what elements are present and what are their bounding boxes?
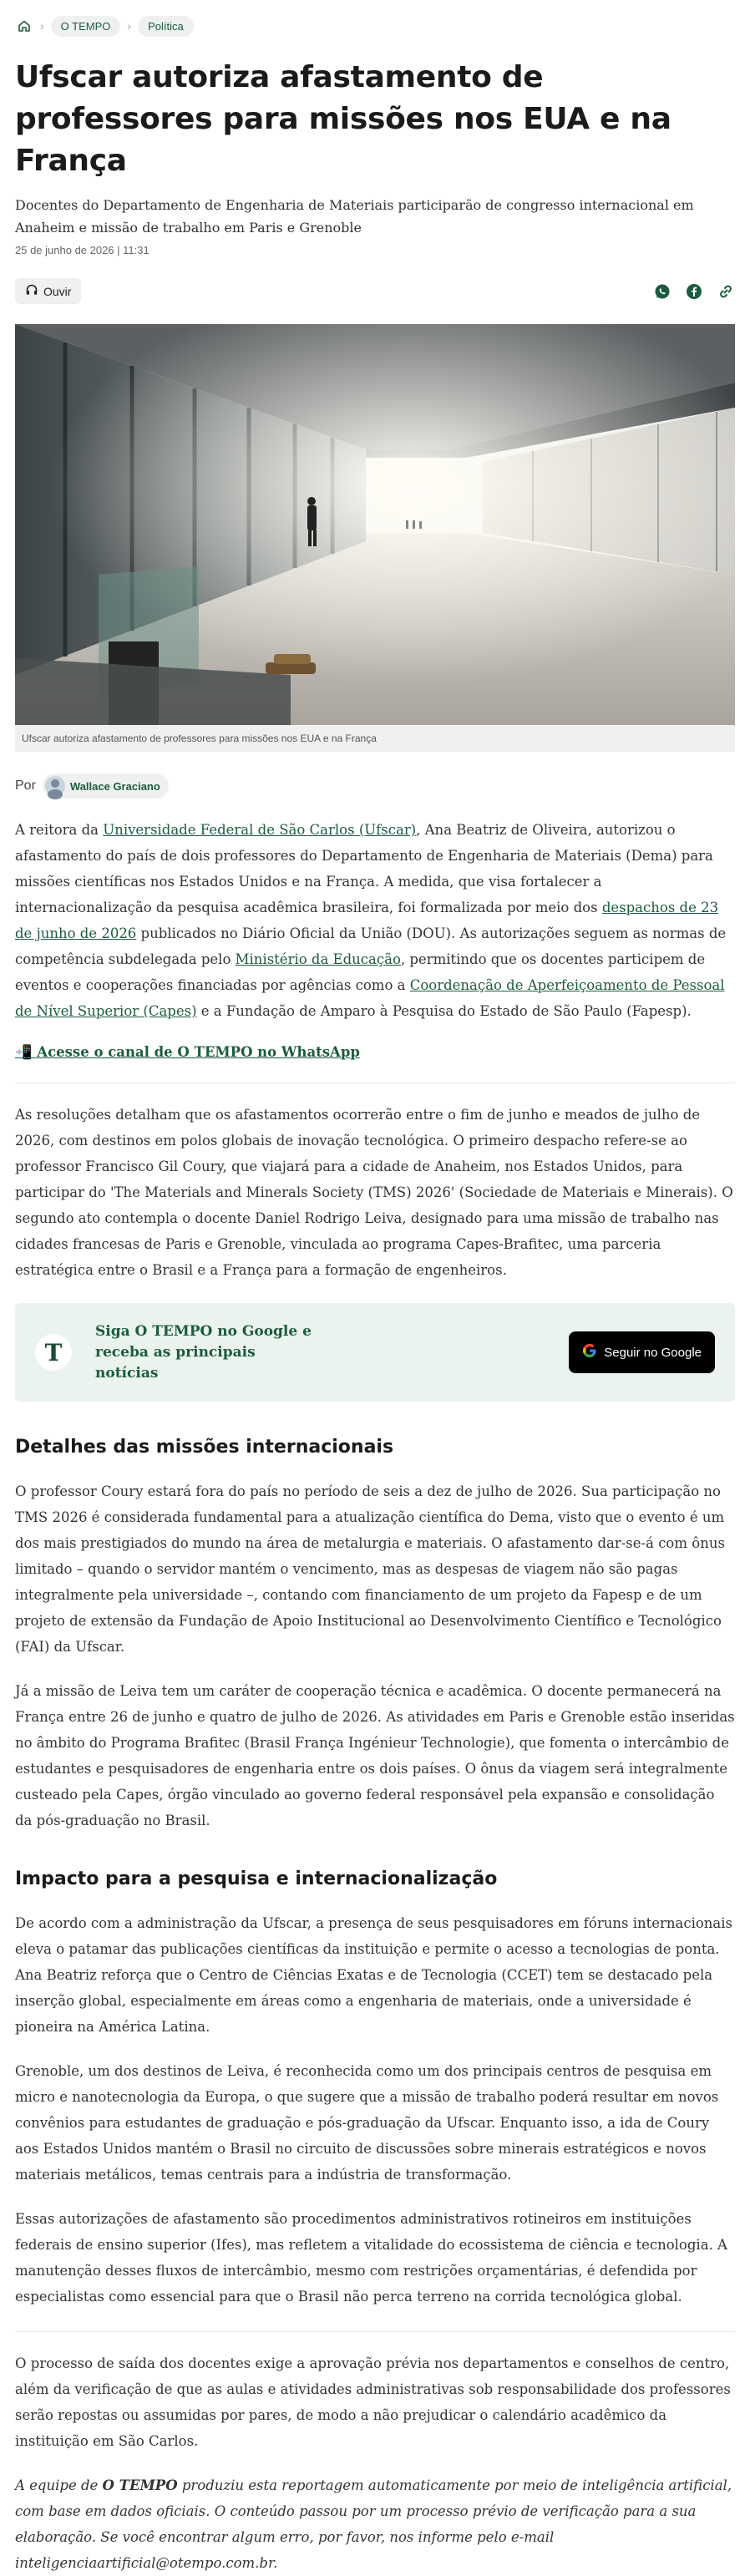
paragraph-7: Essas autorizações de afastamento são procedimentos administrativos rotineiros em instituições federais de ensino superior (Ifes), mas refletem a vitalidade do ecossistema de ciência e tecnologia. A manutenção desses fluxos de intercâmbio, mesmo com restrições orçamentárias, é defendida por especialistas como essencial para que o Brasil não perca terreno na corrida tecnológica global.	[15, 2211, 727, 2305]
text-span: A equipe de	[15, 2477, 103, 2493]
author-name: Wallace Graciano	[69, 779, 160, 793]
disclaimer-brand: O TEMPO	[102, 2477, 178, 2493]
link-icon[interactable]	[717, 282, 735, 301]
listen-button[interactable]	[15, 278, 81, 304]
paragraph-2: As resoluções detalham que os afastamentos ocorrerão entre o fim de junho e meados de julho de 2026, com destinos em polos globais de inovação tecnológica. O primeiro despacho refere-se ao professor Francisco Gil Coury, que viajará para a cidade de Anaheim, nos Estados Unidos, para participar do 'The Materials and Minerals Society (TMS) 2026' (Sociedade de Materiais e Minerais). O segundo ato contempla o docente Daniel Rodrigo Leiva, designado para uma missão de trabalho nas cidades francesas de Paris e Grenoble, vinculada ao programa Capes-Brafitec, uma parceria estratégica entre o Brasil e a França para a formação de engenheiros.	[15, 1107, 733, 1278]
text-span: e a Fundação de Amparo à Pesquisa do Estado de São Paulo (Fapesp).	[196, 1003, 692, 1019]
whatsapp-icon[interactable]	[653, 282, 671, 301]
article-body	[15, 817, 735, 2576]
author-chip[interactable]	[43, 773, 169, 799]
share-bar	[653, 282, 735, 301]
listen-label: Ouvir	[43, 284, 72, 298]
paragraph-6: Grenoble, um dos destinos de Leiva, é reconhecida como um dos principais centros de pesquisa em micro e nanotecnologia da Europa, o que sugere que a missão de trabalho poderá resultar em novos convênios para estudantes de graduação e pós-graduação da Ufscar. Enquanto isso, a ida de Coury aos Estados Unidos mantém o Brasil no circuito de discussões sobre minerais estratégicos e novos materiais metálicos, temas centrais para a indústria de transformação.	[15, 2063, 719, 2183]
facebook-icon[interactable]	[685, 282, 703, 301]
breadcrumb-item-section[interactable]: Política	[138, 16, 194, 37]
home-icon[interactable]	[15, 17, 33, 35]
otempo-logo: T	[35, 1334, 72, 1371]
text-span: produziu esta reportagem automaticamente por meio de inteligência artificial, com base em dados oficiais. O conteúdo passou por um processo prévio de verificação para a sua elaboração. Se você encontrar algum erro, por favor, nos informe pelo e-mail inteligenciaartificial@otempo.com.br.	[15, 2477, 732, 2571]
paragraph-3: O professor Coury estará fora do país no período de seis a dez de julho de 2026. Sua participação no TMS 2026 é considerada fundamental para a atualização científica do Dema, visto que o evento é um dos mais prestigiados do mundo na área de metalurgia e materiais. O afastamento dar-se-á com ônus limitado – quando o servidor mantém o vencimento, mas as despesas de viagem não são pagas integralmente pela universidade –, contando com financiamento de um projeto da Fapesp e de um projeto de extensão da Fundação de Apoio Institucional ao Desenvolvimento Científico e Tecnológico (FAI) da Ufscar.	[15, 1483, 725, 1655]
follow-google-label: Seguir no Google	[604, 1345, 702, 1360]
avatar	[45, 776, 65, 796]
image-caption: Ufscar autoriza afastamento de professores para missões nos EUA e na França	[15, 725, 735, 752]
paragraph-1	[15, 817, 735, 1024]
breadcrumb-separator-icon: ›	[127, 19, 132, 33]
paragraph-8: O processo de saída dos docentes exige a aprovação prévia nos departamentos e conselhos de centro, além da verificação de que as aulas e atividades administrativas sob responsabilidade dos professores serão repostas ou assumidas por pares, de modo a não prejudicar o calendário acadêmico da instituição em São Carlos.	[15, 2355, 731, 2449]
text-span: , Ana Beatriz de Oliveira, autorizou o afastamento do país de dois professores do Departamento de Engenharia de Materiais (Dema) para missões científicas nos Estados Unidos e na França. A medida, que visa fortalecer a internacionalização da pesquisa acadêmica brasileira, foi formalizada por meio dos	[15, 822, 713, 915]
publish-date: 25 de junho de 2026 | 11:31	[15, 244, 149, 256]
paragraph-5: De acordo com a administração da Ufscar, a presença de seus pesquisadores em fóruns internacionais eleva o patamar das publicações científicas da instituição e permite o acesso a tecnologias de ponta. Ana Beatriz reforça que o Centro de Ciências Exatas e de Tecnologia (CCET) tem se destacado pela inserção global, especialmente em áreas como a engenharia de materiais, onde a universidade é pioneira na América Latina.	[15, 1915, 733, 2035]
text-span: , permitindo que os docentes participem de eventos e cooperações financiadas por agências como a	[15, 951, 706, 993]
headline: Ufscar autoriza afastamento de professores para missões nos EUA e na França	[15, 60, 671, 178]
subtitle: Docentes do Departamento de Engenharia de Materiais participarão de congresso internacional em Anaheim e missão de trabalho em Paris e Grenoble	[15, 197, 694, 236]
text-span: A reitora da	[15, 822, 104, 838]
text-span: publicados no Diário Oficial da União (DOU). As autorizações seguem as normas de competência subdelegada pelo	[15, 925, 727, 967]
section-heading-impact: Impacto para a pesquisa e internacionalização	[15, 1869, 498, 1889]
section-heading-missions: Detalhes das missões internacionais	[15, 1437, 394, 1458]
mec-link[interactable]: Ministério da Educação	[235, 951, 401, 967]
ai-disclaimer	[15, 2472, 735, 2576]
paragraph-4: Já a missão de Leiva tem um caráter de cooperação técnica e acadêmica. O docente permanecerá na França entre 26 de junho e quatro de julho de 2026. As atividades em Paris e Grenoble estão inseridas no âmbito do Programa Brafitec (Brasil França Ingénieur Technologie), que fomenta o intercâmbio de estudantes e pesquisadores de engenharia entre os dois países. O ônus da viagem será integralmente custeado pela Capes, órgão vinculado ao governo federal responsável pela expansão e consolidação da pós-graduação no Brasil.	[15, 1683, 735, 1828]
lead-photo	[15, 324, 735, 725]
google-follow-box	[15, 1303, 735, 1402]
breadcrumb-separator-icon: ›	[40, 19, 44, 33]
article-actions	[15, 278, 735, 304]
breadcrumb	[15, 0, 735, 40]
follow-google-button[interactable]	[569, 1331, 715, 1373]
divider	[15, 2331, 735, 2332]
whatsapp-channel-link[interactable]: 📲 Acesse o canal de O TEMPO no WhatsApp	[15, 1044, 360, 1060]
google-follow-text: Siga O TEMPO no Google e receba as principais notícias	[95, 1322, 312, 1382]
dou-dispatch-link[interactable]: despachos de 23 de junho de 2026	[15, 900, 719, 941]
breadcrumb-item-home[interactable]: O TEMPO	[51, 16, 121, 37]
headphones-icon	[25, 283, 38, 299]
capes-link[interactable]: Coordenação de Aperfeiçoamento de Pessoal de Nível Superior (Capes)	[15, 977, 725, 1019]
google-follow-info	[35, 1321, 312, 1384]
google-icon	[582, 1343, 597, 1362]
byline-prefix: Por	[15, 778, 36, 793]
byline	[15, 773, 735, 799]
lead-figure	[15, 324, 735, 752]
ufscar-link[interactable]: Universidade Federal de São Carlos (Ufscar)	[103, 822, 417, 838]
